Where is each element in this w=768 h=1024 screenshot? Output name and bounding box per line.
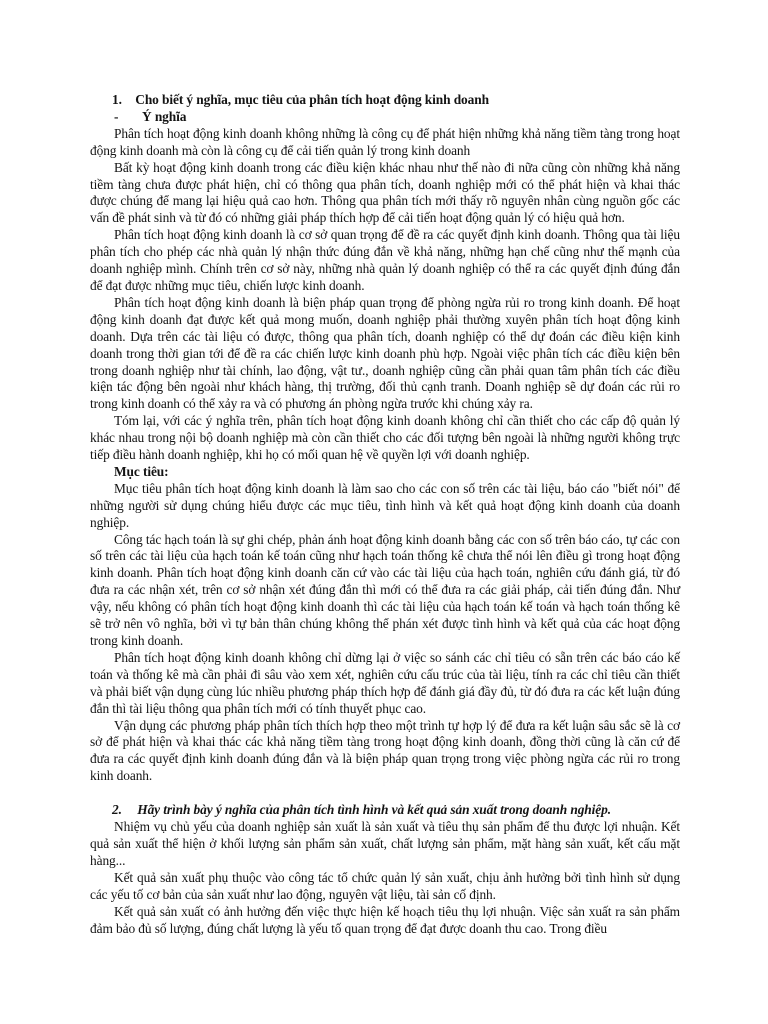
goal-label: Mục tiêu:: [114, 463, 169, 479]
document-body: [90, 92, 680, 937]
meaning-paragraph: Tóm lại, với các ý nghĩa trên, phân tích hoạt động kinh doanh không chỉ cần thiết cho các cấp độ quản lý khác nhau trong nội bộ doanh nghiệp mà còn cần thiết cho các đối tượng bên ngoài là những người không trực tiếp điều hành doanh nghiệp, khi họ có mối quan hệ về quyền lợi với doanh nghiệp.: [90, 413, 680, 463]
meaning-subheading: [90, 109, 680, 126]
section-2-title: Hãy trình bày ý nghĩa của phân tích tình hình và kết quả sản xuất trong doanh nghiệp.: [137, 802, 611, 818]
section-1-heading: [90, 92, 680, 109]
goal-paragraph: Vận dụng các phương pháp phân tích thích hợp theo một trình tự hợp lý để đưa ra kết luận sâu sắc sẽ là cơ sở để phát hiện và khai thác các khả năng tiềm tàng trong hoạt động kinh doanh, đồng thời cũng là căn cứ để đưa ra các quyết định kinh doanh đúng đắn và là biện pháp quan trọng trong việc phòng ngừa các rủi ro trong kinh doanh.: [90, 717, 680, 784]
meaning-paragraph: Bất kỳ hoạt động kinh doanh trong các điều kiện khác nhau như thế nào đi nữa cũng còn những khả năng tiềm tàng chưa được phát hiện, chỉ có thông qua phân tích, doanh nghiệp mới có thể phát hiện và khai thác được chúng để mang lại hiệu quả cao hơn. Thông qua phân tích mới thấy rõ nguyên nhân cùng nguồn gốc các vấn đề phát sinh và từ đó có những giải pháp thích hợp để cải tiến hoạt động quản lý có hiệu quả hơn.: [90, 159, 680, 226]
goal-paragraph: Phân tích hoạt động kinh doanh không chỉ dừng lại ở việc so sánh các chỉ tiêu có sẵn trên các báo cáo kế toán và thống kê mà cần phải đi sâu vào xem xét, nghiên cứu cấu trúc của tài liệu, tính ra các chỉ tiêu cần thiết và phải biết vận dụng cùng lúc nhiều phương pháp thích hợp để đánh giá đầy đủ, từ đó đưa ra các kết luận đúng đắn thì tài liệu thông qua phân tích mới có tính thuyết phục cao.: [90, 649, 680, 716]
section-gap: [90, 785, 680, 802]
meaning-paragraph: Phân tích hoạt động kinh doanh là cơ sở quan trọng để đề ra các quyết định kinh doanh. Thông qua tài liệu phân tích cho phép các nhà quản lý nhận thức đúng đắn về khả năng, những hạn chế cũng như thế mạnh của doanh nghiệp mình. Chính trên cơ sở này, những nhà quản lý doanh nghiệp có thể ra các quyết định đúng đắn để đạt được những mục tiêu, chiến lược kinh doanh.: [90, 227, 680, 293]
goal-paragraph: Mục tiêu phân tích hoạt động kinh doanh là làm sao cho các con số trên các tài liệu, báo cáo "biết nói" để những người sử dụng chúng hiểu được các mục tiêu, tình hình và kết quả hoạt động kinh doanh của doanh nghiệp.: [90, 480, 680, 530]
meaning-paragraph: Phân tích hoạt động kinh doanh là biện pháp quan trọng để phòng ngừa rủi ro trong kinh doanh. Để hoạt động kinh doanh đạt được kết quả mong muốn, doanh nghiệp phải thường xuyên phân tích hoạt động kinh doanh. Dựa trên các tài liệu có được, thông qua phân tích, doanh nghiệp có thể dự đoán các điều kiện kinh doanh trong thời gian tới để đề ra các chiến lược kinh doanh phù hợp. Ngoài việc phân tích các điều kiện bên trong doanh nghiệp như tài chính, lao động, vật tư., doanh nghiệp cũng cần phải quan tâm phân tích các điều kiện tác động bên ngoài như khách hàng, thị trường, đối thủ cạnh tranh. Doanh nghiệp sẽ dự đoán các rủi ro trong kinh doanh có thể xảy ra và có phương án phòng ngừa trước khi chúng xảy ra.: [90, 294, 680, 412]
section-1-number: 1.: [112, 92, 122, 107]
section-1-title: Cho biết ý nghĩa, mục tiêu của phân tích hoạt động kinh doanh: [135, 92, 489, 107]
meaning-dash: -: [114, 108, 119, 124]
section-2-heading: [90, 802, 680, 819]
section-2-paragraph: Kết quả sản xuất có ảnh hưởng đến việc thực hiện kế hoạch tiêu thụ lợi nhuận. Việc sản xuất ra sản phẩm đảm bảo đủ số lượng, đúng chất lượng là yếu tố quan trọng để đạt được doanh thu cao. Trong điều: [90, 903, 680, 936]
meaning-paragraph: Phân tích hoạt động kinh doanh không những là công cụ để phát hiện những khả năng tiềm tàng trong hoạt động kinh doanh mà còn là công cụ để cải tiến quản lý trong kinh doanh: [90, 125, 680, 158]
goal-paragraph: Công tác hạch toán là sự ghi chép, phản ánh hoạt động kinh doanh bằng các con số trên báo cáo, tự các con số trên các tài liệu của hạch toán kế toán cũng như hạch toán thống kê chưa thể nói lên điều gì trong hoạt động kinh doanh. Phân tích hoạt động kinh doanh căn cứ vào các tài liệu của hạch toán, nghiên cứu đánh giá, từ đó đưa ra các nhận xét, trên cơ sở nhận xét đúng đắn thì mới có thể đưa ra các giải pháp, cải tiến đúng đắn. Như vậy, nếu không có phân tích hoạt động kinh doanh thì các tài liệu của hạch toán kế toán và hạch toán thống kê sẽ trở nên vô nghĩa, bởi vì tự bản thân chúng không thể phán xét được tình hình và kết quả của các hoạt động trong kinh doanh.: [90, 531, 680, 648]
section-2-number: 2.: [112, 802, 122, 818]
section-2-paragraph: Nhiệm vụ chủ yếu của doanh nghiệp sản xuất là sản xuất và tiêu thụ sản phẩm để thu được lợi nhuận. Kết quả sản xuất thể hiện ở khối lượng sản phẩm sản xuất, chất lượng sản phẩm, mặt hàng sản xuất, kết cấu mặt hàng...: [90, 819, 680, 868]
meaning-title: Ý nghĩa: [142, 108, 187, 124]
section-2-paragraph: Kết quả sản xuất phụ thuộc vào công tác tổ chức quản lý sản xuất, chịu ảnh hưởng bởi tình hình sử dụng các yếu tố cơ bản của sản xuất như lao động, nguyên vật liệu, tài sản cố định.: [90, 869, 680, 902]
